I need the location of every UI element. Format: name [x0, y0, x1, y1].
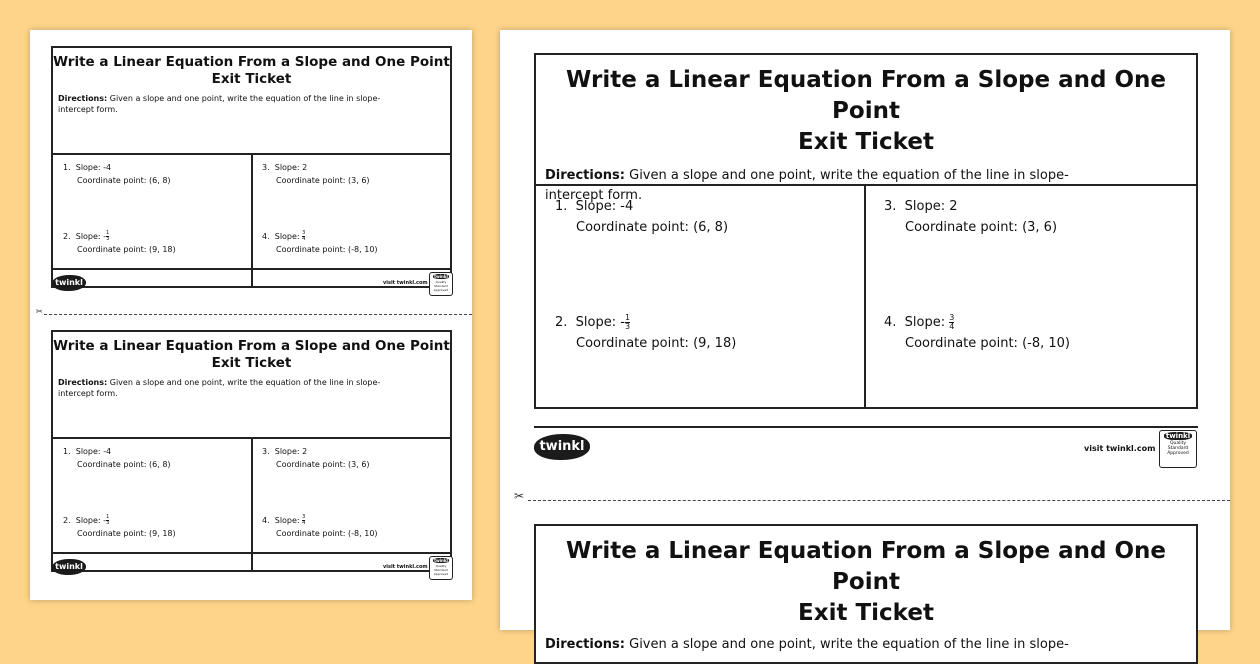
problem-2: 2. Slope: - $\frac{1}{3}$ Coordinate point: (9, 18)	[555, 313, 737, 351]
visit-link: visit twinkl.com	[383, 564, 428, 570]
problem-3: 3. Slope: 2 Coordinate point: (3, 6)	[262, 163, 370, 185]
ticket-subtitle: Exit Ticket	[798, 600, 934, 627]
ticket-subtitle: Exit Ticket	[798, 129, 934, 156]
ticket-title: Write a Linear Equation From a Slope and One Point	[53, 54, 450, 70]
visit-link: visit twinkl.com	[1084, 444, 1156, 453]
exit-ticket-large	[534, 53, 1198, 409]
twinkl-logo: twinkl	[52, 275, 86, 291]
ticket-title: Write a Linear Equation From a Slope and One Point	[566, 67, 1166, 125]
problem-1: 1. Slope: -4 Coordinate point: (6, 8)	[63, 447, 171, 469]
scissors-icon: ✂	[514, 489, 525, 503]
ticket-title: Write a Linear Equation From a Slope and One Point	[53, 338, 450, 354]
problem-4: 4. Slope: $\frac{3}{4}$ Coordinate point: (-8, 10)	[262, 230, 378, 254]
problem-grid	[53, 153, 450, 286]
scissors-icon: ✂	[36, 307, 43, 316]
directions: Directions: Given a slope and one point, write the equation of the line in slope- intercept form.	[58, 93, 381, 114]
problem-grid	[53, 437, 450, 570]
exit-ticket-small-bottom	[51, 330, 452, 572]
problem-4: 4. Slope: $\frac{3}{4}$ Coordinate point: (-8, 10)	[262, 514, 378, 538]
problem-2: 2. Slope: - $\frac{1}{3}$ Coordinate point: (9, 18)	[63, 230, 176, 254]
twinkl-logo: twinkl	[534, 434, 590, 460]
ticket-subtitle: Exit Ticket	[211, 70, 292, 87]
problem-2: 2. Slope: - $\frac{1}{3}$ Coordinate point: (9, 18)	[63, 514, 176, 538]
right-zoom-sheet	[500, 30, 1230, 653]
directions: Directions: Given a slope and one point, write the equation of the line in slope- intercept form.	[58, 377, 381, 398]
left-preview-sheet	[30, 30, 472, 600]
ticket-title: Write a Linear Equation From a Slope and One Point	[566, 538, 1166, 596]
twinkl-logo: twinkl	[52, 559, 86, 575]
problem-grid	[536, 184, 1196, 407]
problem-4: 4. Slope: $\frac{3}{4}$ Coordinate point: (-8, 10)	[884, 313, 1070, 351]
problem-1: 1. Slope: -4 Coordinate point: (6, 8)	[555, 199, 729, 235]
ticket-subtitle: Exit Ticket	[211, 354, 292, 371]
exit-ticket-large-second	[534, 524, 1198, 664]
problem-1: 1. Slope: -4 Coordinate point: (6, 8)	[63, 163, 171, 185]
problem-3: 3. Slope: 2 Coordinate point: (3, 6)	[262, 447, 370, 469]
quality-badge: twinkl Quality Standard Approved	[1159, 430, 1197, 468]
quality-badge: twinkl Quality Standard Approved	[429, 556, 453, 580]
exit-ticket-small-top	[51, 46, 452, 288]
visit-link: visit twinkl.com	[383, 280, 428, 286]
directions: Directions: Given a slope and one point, write the equation of the line in slope-	[545, 637, 1069, 653]
cut-line	[528, 500, 1230, 501]
cut-line	[44, 314, 472, 315]
problem-3: 3. Slope: 2 Coordinate point: (3, 6)	[884, 199, 1058, 235]
quality-badge: twinkl Quality Standard Approved	[429, 272, 453, 296]
directions: Directions: Given a slope and one point, write the equation of the line in slope- intercept form.	[545, 168, 1069, 204]
